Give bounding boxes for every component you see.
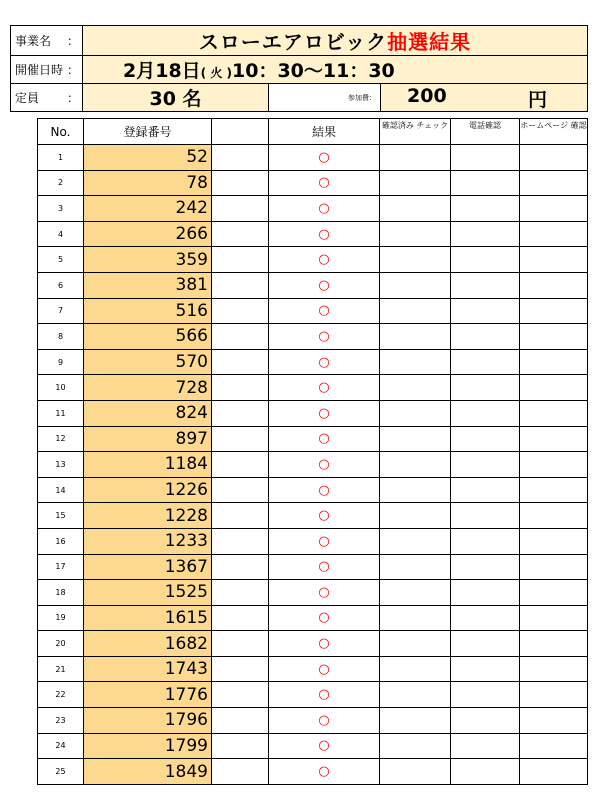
row-no: 16 bbox=[38, 528, 84, 554]
result-mark: ○ bbox=[269, 324, 380, 350]
result-mark: ○ bbox=[269, 708, 380, 734]
web-check-cell bbox=[520, 298, 588, 324]
result-mark: ○ bbox=[269, 554, 380, 580]
fee-value: 200 bbox=[407, 85, 447, 107]
phone-check-cell bbox=[451, 656, 520, 682]
web-check-cell bbox=[520, 145, 588, 171]
check-cell bbox=[380, 145, 451, 171]
blank-cell bbox=[212, 759, 269, 785]
phone-check-cell bbox=[451, 221, 520, 247]
web-check-cell bbox=[520, 759, 588, 785]
blank-cell bbox=[212, 349, 269, 375]
header-phone: 電話確認 bbox=[451, 119, 520, 145]
check-cell bbox=[380, 682, 451, 708]
check-cell bbox=[380, 298, 451, 324]
result-mark: ○ bbox=[269, 196, 380, 222]
result-mark: ○ bbox=[269, 682, 380, 708]
table-row bbox=[38, 682, 588, 708]
row-no: 18 bbox=[38, 580, 84, 606]
event-label-cell bbox=[11, 26, 83, 56]
registration-number: 1799 bbox=[84, 733, 212, 759]
result-mark: ○ bbox=[269, 426, 380, 452]
row-no: 14 bbox=[38, 477, 84, 503]
fee-cell bbox=[381, 84, 588, 112]
web-check-cell bbox=[520, 580, 588, 606]
blank-cell bbox=[212, 298, 269, 324]
web-check-cell bbox=[520, 247, 588, 273]
blank-cell bbox=[212, 247, 269, 273]
check-cell bbox=[380, 554, 451, 580]
row-no: 17 bbox=[38, 554, 84, 580]
web-check-cell bbox=[520, 196, 588, 222]
registration-number: 1367 bbox=[84, 554, 212, 580]
table-row bbox=[38, 375, 588, 401]
result-mark: ○ bbox=[269, 349, 380, 375]
table-row bbox=[38, 196, 588, 222]
event-datetime bbox=[83, 56, 588, 84]
web-check-cell bbox=[520, 503, 588, 529]
result-mark: ○ bbox=[269, 375, 380, 401]
result-mark: ○ bbox=[269, 733, 380, 759]
check-cell bbox=[380, 400, 451, 426]
table-row bbox=[38, 400, 588, 426]
capacity-label: 定員 bbox=[15, 91, 40, 105]
web-check-cell bbox=[520, 682, 588, 708]
check-cell bbox=[380, 170, 451, 196]
web-check-cell bbox=[520, 452, 588, 478]
registration-number: 1849 bbox=[84, 759, 212, 785]
check-cell bbox=[380, 196, 451, 222]
result-mark: ○ bbox=[269, 528, 380, 554]
phone-check-cell bbox=[451, 733, 520, 759]
blank-cell bbox=[212, 528, 269, 554]
web-check-cell bbox=[520, 324, 588, 350]
registration-number: 1184 bbox=[84, 452, 212, 478]
phone-check-cell bbox=[451, 272, 520, 298]
check-cell bbox=[380, 221, 451, 247]
result-mark: ○ bbox=[269, 221, 380, 247]
result-mark: ○ bbox=[269, 580, 380, 606]
web-check-cell bbox=[520, 708, 588, 734]
registration-number: 381 bbox=[84, 272, 212, 298]
table-row bbox=[38, 349, 588, 375]
row-no: 7 bbox=[38, 298, 84, 324]
check-cell bbox=[380, 605, 451, 631]
web-check-cell bbox=[520, 554, 588, 580]
phone-check-cell bbox=[451, 759, 520, 785]
colon: ： bbox=[66, 91, 79, 105]
blank-cell bbox=[212, 170, 269, 196]
phone-check-cell bbox=[451, 170, 520, 196]
event-title-black: スローエアロビック bbox=[198, 30, 388, 54]
event-title bbox=[83, 26, 588, 56]
web-check-cell bbox=[520, 221, 588, 247]
lottery-result-table bbox=[37, 118, 588, 785]
check-cell bbox=[380, 528, 451, 554]
phone-check-cell bbox=[451, 580, 520, 606]
row-no: 2 bbox=[38, 170, 84, 196]
phone-check-cell bbox=[451, 452, 520, 478]
web-check-cell bbox=[520, 528, 588, 554]
fee-label: 参加費： bbox=[269, 84, 381, 112]
row-no: 5 bbox=[38, 247, 84, 273]
date-dow: ( 火 ) bbox=[200, 66, 232, 80]
registration-number: 242 bbox=[84, 196, 212, 222]
result-mark: ○ bbox=[269, 605, 380, 631]
date-label-cell bbox=[11, 56, 83, 84]
table-row bbox=[38, 605, 588, 631]
table-row bbox=[38, 631, 588, 657]
date-time: 10：30～11：30 bbox=[232, 60, 395, 82]
phone-check-cell bbox=[451, 324, 520, 350]
registration-number: 566 bbox=[84, 324, 212, 350]
check-cell bbox=[380, 324, 451, 350]
row-no: 12 bbox=[38, 426, 84, 452]
blank-cell bbox=[212, 554, 269, 580]
check-cell bbox=[380, 349, 451, 375]
phone-check-cell bbox=[451, 554, 520, 580]
table-row bbox=[38, 324, 588, 350]
capacity-value: 30 名 bbox=[83, 84, 269, 112]
table-row bbox=[38, 426, 588, 452]
registration-number: 266 bbox=[84, 221, 212, 247]
check-cell bbox=[380, 272, 451, 298]
check-cell bbox=[380, 631, 451, 657]
web-check-cell bbox=[520, 272, 588, 298]
web-check-cell bbox=[520, 400, 588, 426]
check-cell bbox=[380, 426, 451, 452]
blank-cell bbox=[212, 324, 269, 350]
table-row bbox=[38, 528, 588, 554]
registration-number: 1525 bbox=[84, 580, 212, 606]
blank-cell bbox=[212, 400, 269, 426]
row-no: 19 bbox=[38, 605, 84, 631]
row-no: 3 bbox=[38, 196, 84, 222]
row-no: 22 bbox=[38, 682, 84, 708]
row-no: 10 bbox=[38, 375, 84, 401]
registration-number: 1796 bbox=[84, 708, 212, 734]
web-check-cell bbox=[520, 375, 588, 401]
result-mark: ○ bbox=[269, 247, 380, 273]
row-no: 15 bbox=[38, 503, 84, 529]
event-info-table bbox=[10, 25, 588, 112]
result-mark: ○ bbox=[269, 503, 380, 529]
result-mark: ○ bbox=[269, 656, 380, 682]
table-row bbox=[38, 247, 588, 273]
result-mark: ○ bbox=[269, 477, 380, 503]
phone-check-cell bbox=[451, 145, 520, 171]
registration-number: 78 bbox=[84, 170, 212, 196]
blank-cell bbox=[212, 733, 269, 759]
blank-cell bbox=[212, 605, 269, 631]
result-mark: ○ bbox=[269, 170, 380, 196]
registration-number: 1743 bbox=[84, 656, 212, 682]
registration-number: 1682 bbox=[84, 631, 212, 657]
capacity-label-cell bbox=[11, 84, 83, 112]
table-row bbox=[38, 452, 588, 478]
header-check: 確認済み チェック bbox=[380, 119, 451, 145]
row-no: 21 bbox=[38, 656, 84, 682]
web-check-cell bbox=[520, 605, 588, 631]
row-no: 23 bbox=[38, 708, 84, 734]
registration-number: 52 bbox=[84, 145, 212, 171]
check-cell bbox=[380, 503, 451, 529]
result-mark: ○ bbox=[269, 298, 380, 324]
web-check-cell bbox=[520, 656, 588, 682]
check-cell bbox=[380, 708, 451, 734]
check-cell bbox=[380, 247, 451, 273]
blank-cell bbox=[212, 708, 269, 734]
result-mark: ○ bbox=[269, 400, 380, 426]
result-mark: ○ bbox=[269, 631, 380, 657]
blank-cell bbox=[212, 221, 269, 247]
event-title-red: 抽選結果 bbox=[387, 30, 472, 54]
result-mark: ○ bbox=[269, 452, 380, 478]
registration-number: 516 bbox=[84, 298, 212, 324]
registration-number: 570 bbox=[84, 349, 212, 375]
table-row bbox=[38, 145, 588, 171]
date-row bbox=[11, 56, 588, 84]
web-check-cell bbox=[520, 631, 588, 657]
web-check-cell bbox=[520, 349, 588, 375]
registration-number: 1615 bbox=[84, 605, 212, 631]
check-cell bbox=[380, 580, 451, 606]
phone-check-cell bbox=[451, 298, 520, 324]
check-cell bbox=[380, 656, 451, 682]
table-row bbox=[38, 554, 588, 580]
registration-number: 824 bbox=[84, 400, 212, 426]
phone-check-cell bbox=[451, 605, 520, 631]
phone-check-cell bbox=[451, 528, 520, 554]
phone-check-cell bbox=[451, 631, 520, 657]
blank-cell bbox=[212, 272, 269, 298]
table-row bbox=[38, 503, 588, 529]
check-cell bbox=[380, 759, 451, 785]
event-label: 事業名 bbox=[15, 34, 52, 48]
blank-cell bbox=[212, 580, 269, 606]
blank-cell bbox=[212, 503, 269, 529]
table-row bbox=[38, 170, 588, 196]
date-label: 開催日時 bbox=[15, 63, 64, 77]
web-check-cell bbox=[520, 733, 588, 759]
web-check-cell bbox=[520, 477, 588, 503]
phone-check-cell bbox=[451, 426, 520, 452]
phone-check-cell bbox=[451, 708, 520, 734]
header-no: No. bbox=[38, 119, 84, 145]
result-mark: ○ bbox=[269, 272, 380, 298]
blank-cell bbox=[212, 477, 269, 503]
table-row bbox=[38, 656, 588, 682]
event-row bbox=[11, 26, 588, 56]
header-blank bbox=[212, 119, 269, 145]
phone-check-cell bbox=[451, 247, 520, 273]
table-row bbox=[38, 708, 588, 734]
colon: ： bbox=[66, 34, 79, 48]
header-web: ホームページ 確認 bbox=[520, 119, 588, 145]
web-check-cell bbox=[520, 170, 588, 196]
row-no: 20 bbox=[38, 631, 84, 657]
registration-number: 728 bbox=[84, 375, 212, 401]
phone-check-cell bbox=[451, 682, 520, 708]
table-row bbox=[38, 272, 588, 298]
table-row bbox=[38, 759, 588, 785]
capacity-row bbox=[11, 84, 588, 112]
result-mark: ○ bbox=[269, 145, 380, 171]
header-result: 結果 bbox=[269, 119, 380, 145]
row-no: 13 bbox=[38, 452, 84, 478]
phone-check-cell bbox=[451, 503, 520, 529]
table-body bbox=[38, 145, 588, 785]
registration-number: 897 bbox=[84, 426, 212, 452]
blank-cell bbox=[212, 656, 269, 682]
table-header-row bbox=[38, 119, 588, 145]
colon: ： bbox=[66, 63, 79, 77]
phone-check-cell bbox=[451, 349, 520, 375]
row-no: 1 bbox=[38, 145, 84, 171]
table-row bbox=[38, 221, 588, 247]
phone-check-cell bbox=[451, 400, 520, 426]
header-reg: 登録番号 bbox=[84, 119, 212, 145]
registration-number: 1233 bbox=[84, 528, 212, 554]
web-check-cell bbox=[520, 426, 588, 452]
row-no: 8 bbox=[38, 324, 84, 350]
check-cell bbox=[380, 733, 451, 759]
phone-check-cell bbox=[451, 196, 520, 222]
row-no: 25 bbox=[38, 759, 84, 785]
registration-number: 359 bbox=[84, 247, 212, 273]
blank-cell bbox=[212, 375, 269, 401]
blank-cell bbox=[212, 426, 269, 452]
blank-cell bbox=[212, 682, 269, 708]
fee-unit: 円 bbox=[528, 89, 548, 111]
table-row bbox=[38, 298, 588, 324]
blank-cell bbox=[212, 631, 269, 657]
row-no: 24 bbox=[38, 733, 84, 759]
blank-cell bbox=[212, 196, 269, 222]
table-row bbox=[38, 580, 588, 606]
phone-check-cell bbox=[451, 477, 520, 503]
check-cell bbox=[380, 477, 451, 503]
row-no: 4 bbox=[38, 221, 84, 247]
registration-number: 1228 bbox=[84, 503, 212, 529]
result-mark: ○ bbox=[269, 759, 380, 785]
table-row bbox=[38, 733, 588, 759]
registration-number: 1776 bbox=[84, 682, 212, 708]
blank-cell bbox=[212, 452, 269, 478]
table-row bbox=[38, 477, 588, 503]
phone-check-cell bbox=[451, 375, 520, 401]
row-no: 9 bbox=[38, 349, 84, 375]
date-main: 2月18日 bbox=[123, 60, 201, 82]
row-no: 11 bbox=[38, 400, 84, 426]
check-cell bbox=[380, 375, 451, 401]
check-cell bbox=[380, 452, 451, 478]
registration-number: 1226 bbox=[84, 477, 212, 503]
blank-cell bbox=[212, 145, 269, 171]
row-no: 6 bbox=[38, 272, 84, 298]
